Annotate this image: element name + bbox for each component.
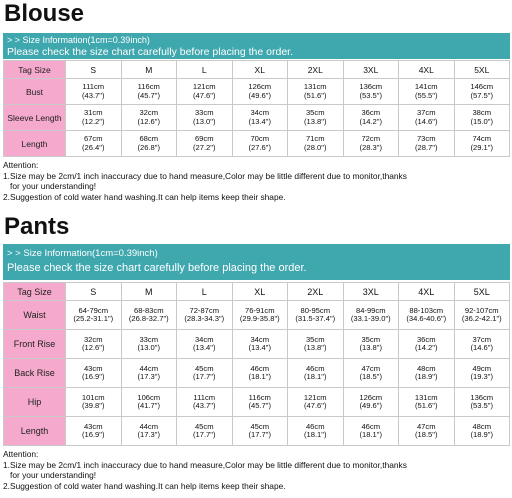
- cm-value: 44cm: [139, 421, 159, 431]
- pants-size-header: XL: [232, 283, 288, 301]
- cm-value: 101cm: [81, 392, 105, 402]
- blouse-size-header: XL: [232, 61, 288, 79]
- cm-value: 136cm: [359, 82, 383, 92]
- blouse-measure-cell: [177, 79, 233, 105]
- pants-note-line: 2.Suggestion of cold water hand washing.It can help items keep their shape.: [3, 480, 286, 491]
- pants-measure-cell: [454, 301, 510, 330]
- inch-value: (34.6-40.6"): [406, 314, 447, 323]
- cm-value: 126cm: [359, 392, 383, 402]
- blouse-measure-cell: [343, 131, 399, 157]
- inch-value: (18.5"): [414, 430, 438, 439]
- pants-measure-cell: [177, 388, 233, 417]
- cm-value: 44cm: [139, 363, 159, 373]
- inch-value: (55.5"): [414, 90, 438, 100]
- blouse-measure-cell: [454, 79, 510, 105]
- inch-value: (43.7"): [81, 90, 105, 100]
- cm-value: 48cm: [416, 363, 436, 373]
- inch-value: (31.5-37.4"): [295, 314, 336, 323]
- inch-value: (33.1-39.0"): [350, 314, 391, 323]
- inch-value: (18.1"): [359, 430, 383, 439]
- cm-value: 46cm: [305, 363, 325, 373]
- blouse-measure-label: Bust: [4, 79, 66, 105]
- inch-value: (13.0"): [192, 116, 216, 126]
- cm-value: 45cm: [250, 421, 270, 431]
- pants-measure-cell: [66, 359, 122, 388]
- pants-header-row: [4, 283, 510, 301]
- cm-value: 131cm: [414, 392, 438, 402]
- pants-table-row: [4, 359, 510, 388]
- inch-value: (13.8"): [303, 116, 327, 126]
- blouse-size-header: 3XL: [343, 61, 399, 79]
- pants-note-line: for your understanding!: [10, 470, 97, 480]
- pants-note-line: 1.Size may be 2cm/1 inch inaccuracy due to hand measure,Color may be little different due to monitor,thanks: [3, 459, 407, 470]
- inch-value: (47.6"): [303, 401, 327, 410]
- inch-value: (18.1"): [303, 372, 327, 381]
- inch-value: (17.7"): [248, 430, 272, 439]
- blouse-banner-instructions: Please check the size chart carefully before placing the order.: [7, 46, 293, 58]
- inch-value: (51.6"): [414, 401, 438, 410]
- pants-table-row: [4, 301, 510, 330]
- pants-measure-cell: [66, 388, 122, 417]
- pants-measure-cell: [343, 301, 399, 330]
- blouse-measure-cell: [177, 105, 233, 131]
- inch-value: (13.4"): [248, 116, 272, 126]
- cm-value: 36cm: [416, 334, 436, 344]
- pants-size-header: 2XL: [288, 283, 344, 301]
- blouse-title: Blouse: [4, 0, 85, 27]
- cm-value: 76-91cm: [244, 305, 275, 315]
- inch-value: (17.3"): [137, 372, 161, 381]
- pants-banner-instructions: Please check the size chart carefully before placing the order.: [7, 262, 307, 274]
- pants-measure-cell: [288, 330, 344, 359]
- pants-measure-cell: [399, 359, 455, 388]
- pants-size-header: 5XL: [454, 283, 510, 301]
- inch-value: (36.2-42.1"): [461, 314, 502, 323]
- cm-value: 141cm: [414, 82, 438, 92]
- inch-value: (16.9"): [81, 430, 105, 439]
- blouse-measure-cell: [121, 105, 177, 131]
- pants-size-banner: [3, 244, 510, 280]
- inch-value: (12.6"): [81, 343, 105, 352]
- pants-measure-cell: [288, 301, 344, 330]
- pants-measure-cell: [121, 301, 177, 330]
- pants-measure-label: Hip: [4, 388, 66, 417]
- cm-value: 71cm: [305, 134, 325, 144]
- blouse-measure-cell: [288, 105, 344, 131]
- blouse-tag-size-label: Tag Size: [4, 61, 66, 79]
- cm-value: 32cm: [83, 334, 103, 344]
- cm-value: 74cm: [472, 134, 492, 144]
- blouse-size-header: L: [177, 61, 233, 79]
- cm-value: 136cm: [470, 392, 494, 402]
- pants-size-header: 4XL: [399, 283, 455, 301]
- pants-measure-cell: [343, 388, 399, 417]
- inch-value: (17.3"): [137, 430, 161, 439]
- blouse-measure-cell: [232, 131, 288, 157]
- inch-value: (13.8"): [359, 343, 383, 352]
- pants-tag-size-label: Tag Size: [4, 283, 66, 301]
- pants-table-row: [4, 417, 510, 446]
- blouse-size-header: 4XL: [399, 61, 455, 79]
- pants-measure-cell: [399, 388, 455, 417]
- inch-value: (49.6"): [248, 90, 272, 100]
- inch-value: (15.0"): [470, 116, 494, 126]
- inch-value: (28.3-34.3"): [184, 314, 225, 323]
- pants-measure-cell: [66, 417, 122, 446]
- pants-measure-cell: [232, 330, 288, 359]
- cm-value: 121cm: [303, 392, 327, 402]
- inch-value: (18.5"): [359, 372, 383, 381]
- blouse-table-row: [4, 105, 510, 131]
- blouse-measure-cell: [121, 79, 177, 105]
- blouse-note-line: 2.Suggestion of cold water hand washing.It can help items keep their shape.: [3, 191, 286, 202]
- inch-value: (41.7"): [137, 401, 161, 410]
- pants-measure-label: Back Rise: [4, 359, 66, 388]
- pants-attention-notes: [3, 449, 407, 491]
- pants-measure-cell: [288, 359, 344, 388]
- inch-value: (26.4"): [81, 142, 105, 152]
- inch-value: (39.8"): [81, 401, 105, 410]
- pants-size-table: [3, 282, 510, 446]
- blouse-measure-cell: [232, 79, 288, 105]
- cm-value: 68-83cm: [133, 305, 164, 315]
- pants-measure-cell: [177, 301, 233, 330]
- inch-value: (28.7"): [414, 142, 438, 152]
- inch-value: (13.8"): [303, 343, 327, 352]
- inch-value: (43.7"): [192, 401, 216, 410]
- inch-value: (45.7"): [248, 401, 272, 410]
- pants-measure-cell: [232, 359, 288, 388]
- pants-measure-cell: [177, 417, 233, 446]
- cm-value: 116cm: [137, 82, 160, 92]
- cm-value: 88-103cm: [409, 305, 444, 315]
- inch-value: (18.9"): [470, 430, 494, 439]
- blouse-measure-label: Sleeve Length: [4, 105, 66, 131]
- pants-measure-cell: [177, 330, 233, 359]
- cm-value: 67cm: [83, 134, 103, 144]
- pants-measure-cell: [121, 330, 177, 359]
- pants-table-row: [4, 388, 510, 417]
- blouse-size-header: S: [66, 61, 122, 79]
- inch-value: (14.2"): [414, 343, 438, 352]
- blouse-table-row: [4, 79, 510, 105]
- inch-value: (19.3"): [470, 372, 494, 381]
- inch-value: (26.8"): [137, 142, 161, 152]
- inch-value: (18.1"): [248, 372, 272, 381]
- blouse-size-header: 2XL: [288, 61, 344, 79]
- inch-value: (53.5"): [470, 401, 494, 410]
- cm-value: 68cm: [139, 134, 159, 144]
- inch-value: (12.2"): [81, 116, 105, 126]
- inch-value: (17.7"): [192, 372, 216, 381]
- blouse-table-row: [4, 131, 510, 157]
- pants-measure-cell: [121, 388, 177, 417]
- inch-value: (18.1"): [303, 430, 327, 439]
- cm-value: 34cm: [250, 334, 270, 344]
- pants-measure-cell: [66, 330, 122, 359]
- cm-value: 45cm: [194, 363, 214, 373]
- cm-value: 46cm: [250, 363, 270, 373]
- pants-size-header: M: [121, 283, 177, 301]
- inch-value: (57.5"): [470, 90, 494, 100]
- blouse-size-header: 5XL: [454, 61, 510, 79]
- cm-value: 70cm: [250, 134, 270, 144]
- blouse-measure-cell: [66, 79, 122, 105]
- pants-measure-cell: [454, 330, 510, 359]
- inch-value: (28.0"): [303, 142, 327, 152]
- blouse-size-header: M: [121, 61, 177, 79]
- blouse-measure-cell: [121, 131, 177, 157]
- inch-value: (12.6"): [137, 116, 161, 126]
- cm-value: 46cm: [305, 421, 325, 431]
- pants-measure-cell: [288, 388, 344, 417]
- cm-value: 48cm: [472, 421, 492, 431]
- cm-value: 47cm: [361, 363, 381, 373]
- pants-measure-cell: [343, 359, 399, 388]
- pants-table-row: [4, 330, 510, 359]
- pants-measure-cell: [454, 417, 510, 446]
- inch-value: (14.6"): [470, 343, 494, 352]
- cm-value: 131cm: [303, 82, 327, 92]
- pants-measure-cell: [121, 417, 177, 446]
- pants-measure-cell: [121, 359, 177, 388]
- cm-value: 47cm: [416, 421, 436, 431]
- blouse-measure-label: Length: [4, 131, 66, 157]
- blouse-measure-cell: [454, 131, 510, 157]
- pants-measure-cell: [399, 301, 455, 330]
- cm-value: 49cm: [472, 363, 492, 373]
- inch-value: (49.6"): [359, 401, 383, 410]
- inch-value: (13.4"): [192, 343, 216, 352]
- cm-value: 111cm: [82, 82, 105, 92]
- cm-value: 126cm: [248, 82, 272, 92]
- cm-value: 34cm: [194, 334, 214, 344]
- cm-value: 72cm: [361, 134, 381, 144]
- inch-value: (27.6"): [248, 142, 272, 152]
- blouse-measure-cell: [399, 105, 455, 131]
- cm-value: 32cm: [139, 108, 159, 118]
- cm-value: 43cm: [83, 363, 103, 373]
- cm-value: 92-107cm: [464, 305, 499, 315]
- inch-value: (26.8-32.7"): [128, 314, 169, 323]
- cm-value: 146cm: [470, 82, 494, 92]
- cm-value: 35cm: [305, 108, 325, 118]
- inch-value: (29.9-35.8"): [239, 314, 280, 323]
- inch-value: (47.6"): [192, 90, 216, 100]
- inch-value: (14.2"): [359, 116, 383, 126]
- cm-value: 111cm: [193, 392, 216, 402]
- cm-value: 72-87cm: [189, 305, 220, 315]
- pants-measure-cell: [454, 388, 510, 417]
- cm-value: 80-95cm: [300, 305, 331, 315]
- pants-note-line: Attention:: [3, 449, 39, 459]
- cm-value: 46cm: [361, 421, 381, 431]
- inch-value: (53.5"): [359, 90, 383, 100]
- cm-value: 38cm: [472, 108, 492, 118]
- cm-value: 69cm: [194, 134, 214, 144]
- inch-value: (18.9"): [414, 372, 438, 381]
- cm-value: 73cm: [416, 134, 436, 144]
- cm-value: 84-99cm: [355, 305, 386, 315]
- blouse-note-line: 1.Size may be 2cm/1 inch inaccuracy due to hand measure,Color may be little different due to monitor,thanks: [3, 170, 407, 181]
- pants-measure-label: Length: [4, 417, 66, 446]
- cm-value: 116cm: [248, 392, 271, 402]
- inch-value: (27.2"): [192, 142, 216, 152]
- pants-measure-cell: [343, 330, 399, 359]
- blouse-measure-cell: [288, 131, 344, 157]
- pants-size-header: L: [177, 283, 233, 301]
- cm-value: 45cm: [194, 421, 214, 431]
- blouse-measure-cell: [399, 79, 455, 105]
- cm-value: 34cm: [250, 108, 270, 118]
- inch-value: (28.3"): [359, 142, 383, 152]
- blouse-size-banner: [3, 33, 510, 59]
- cm-value: 37cm: [472, 334, 492, 344]
- pants-measure-label: Front Rise: [4, 330, 66, 359]
- inch-value: (29.1"): [470, 142, 494, 152]
- cm-value: 35cm: [305, 334, 325, 344]
- blouse-note-line: for your understanding!: [10, 181, 97, 191]
- pants-measure-cell: [454, 359, 510, 388]
- blouse-measure-cell: [66, 105, 122, 131]
- pants-measure-cell: [232, 417, 288, 446]
- blouse-measure-cell: [399, 131, 455, 157]
- blouse-header-row: [4, 61, 510, 79]
- blouse-measure-cell: [177, 131, 233, 157]
- pants-size-header: S: [66, 283, 122, 301]
- cm-value: 33cm: [194, 108, 214, 118]
- inch-value: (17.7"): [192, 430, 216, 439]
- inch-value: (14.6"): [414, 116, 438, 126]
- inch-value: (51.6"): [303, 90, 327, 100]
- blouse-measure-cell: [66, 131, 122, 157]
- blouse-measure-cell: [232, 105, 288, 131]
- cm-value: 37cm: [416, 108, 436, 118]
- inch-value: (25.2-31.1"): [73, 314, 114, 323]
- pants-measure-cell: [232, 301, 288, 330]
- blouse-note-line: Attention:: [3, 160, 39, 170]
- cm-value: 43cm: [83, 421, 103, 431]
- blouse-measure-cell: [343, 79, 399, 105]
- blouse-measure-cell: [343, 105, 399, 131]
- pants-measure-cell: [66, 301, 122, 330]
- pants-measure-cell: [177, 359, 233, 388]
- blouse-size-table: [3, 60, 510, 157]
- cm-value: 35cm: [361, 334, 381, 344]
- pants-measure-cell: [232, 388, 288, 417]
- pants-banner-size-info: > > Size Information(1cm=0.39inch): [7, 248, 158, 259]
- cm-value: 36cm: [361, 108, 381, 118]
- blouse-measure-cell: [288, 79, 344, 105]
- blouse-measure-cell: [454, 105, 510, 131]
- cm-value: 121cm: [192, 82, 216, 92]
- blouse-attention-notes: [3, 160, 407, 202]
- cm-value: 106cm: [137, 392, 161, 402]
- pants-measure-cell: [343, 417, 399, 446]
- pants-measure-label: Waist: [4, 301, 66, 330]
- pants-title: Pants: [4, 213, 70, 240]
- cm-value: 64-79cm: [78, 305, 109, 315]
- inch-value: (45.7"): [137, 90, 161, 100]
- pants-measure-cell: [399, 330, 455, 359]
- pants-measure-cell: [288, 417, 344, 446]
- pants-size-header: 3XL: [343, 283, 399, 301]
- cm-value: 31cm: [83, 108, 103, 118]
- cm-value: 33cm: [139, 334, 159, 344]
- inch-value: (13.0"): [137, 343, 161, 352]
- pants-measure-cell: [399, 417, 455, 446]
- inch-value: (16.9"): [81, 372, 105, 381]
- inch-value: (13.4"): [248, 343, 272, 352]
- blouse-banner-size-info: > > Size Information(1cm=0.39inch): [7, 35, 150, 45]
